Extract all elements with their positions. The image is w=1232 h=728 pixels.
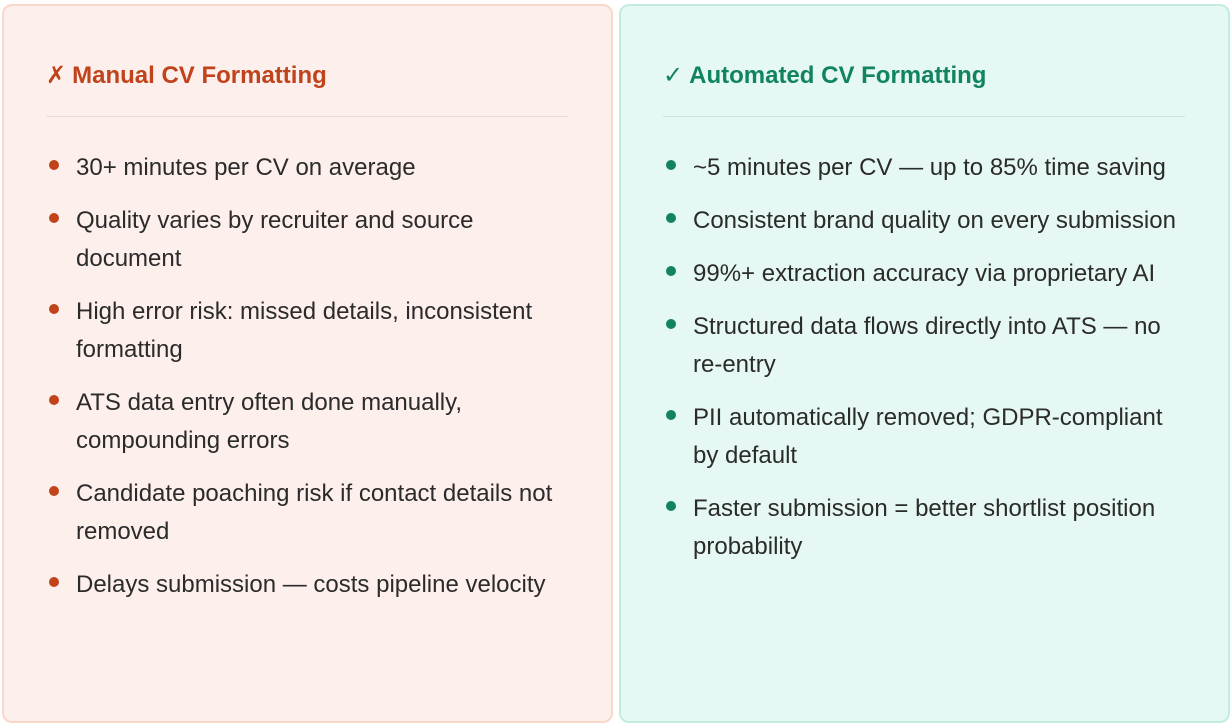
list-item (663, 149, 1193, 187)
list-item (663, 308, 1193, 384)
list-item (46, 293, 576, 369)
bullet-dot-icon (666, 319, 676, 329)
manual-panel (2, 4, 613, 723)
list-item-text: Faster submission = better shortlist position probability (693, 495, 1156, 560)
check-icon: ✓ (663, 62, 684, 89)
list-item-text: ~5 minutes per CV — up to 85% time saving (693, 154, 1166, 181)
list-item-text: Quality varies by recruiter and source document (76, 207, 474, 272)
bullet-dot-icon (49, 486, 59, 496)
automated-divider (663, 116, 1185, 117)
list-item-text: Structured data flows directly into ATS — no re-entry (693, 313, 1161, 378)
list-item-text: ATS data entry often done manually, compounding errors (76, 389, 463, 454)
list-item-text: High error risk: missed details, inconsistent formatting (76, 298, 533, 363)
list-item-text: 30+ minutes per CV on average (76, 154, 416, 181)
list-item (46, 384, 576, 460)
list-item-text: PII automatically removed; GDPR-compliant by default (693, 404, 1163, 469)
list-item (46, 149, 576, 187)
list-item-text: 99%+ extraction accuracy via proprietary AI (693, 260, 1156, 287)
bullet-dot-icon (666, 266, 676, 276)
manual-list (46, 149, 576, 619)
list-item-text: Candidate poaching risk if contact details not removed (76, 480, 553, 545)
list-item-text: Delays submission — costs pipeline velocity (76, 571, 546, 598)
manual-panel-title (46, 61, 327, 91)
bullet-dot-icon (666, 213, 676, 223)
bullet-dot-icon (49, 304, 59, 314)
bullet-dot-icon (49, 213, 59, 223)
list-item (663, 255, 1193, 293)
bullet-dot-icon (49, 577, 59, 587)
bullet-dot-icon (49, 160, 59, 170)
manual-divider (46, 116, 568, 117)
bullet-dot-icon (49, 395, 59, 405)
list-item (46, 202, 576, 278)
list-item (46, 566, 576, 604)
bullet-dot-icon (666, 160, 676, 170)
cross-icon: ✗ (46, 62, 67, 89)
bullet-dot-icon (666, 501, 676, 511)
automated-panel (619, 4, 1230, 723)
automated-panel-title (663, 61, 986, 91)
list-item (663, 202, 1193, 240)
list-item (663, 490, 1193, 566)
automated-title-text: Automated CV Formatting (689, 62, 987, 89)
manual-title-text: Manual CV Formatting (72, 62, 327, 89)
automated-list (663, 149, 1193, 581)
list-item-text: Consistent brand quality on every submission (693, 207, 1176, 234)
list-item (46, 475, 576, 551)
list-item (663, 399, 1193, 475)
bullet-dot-icon (666, 410, 676, 420)
